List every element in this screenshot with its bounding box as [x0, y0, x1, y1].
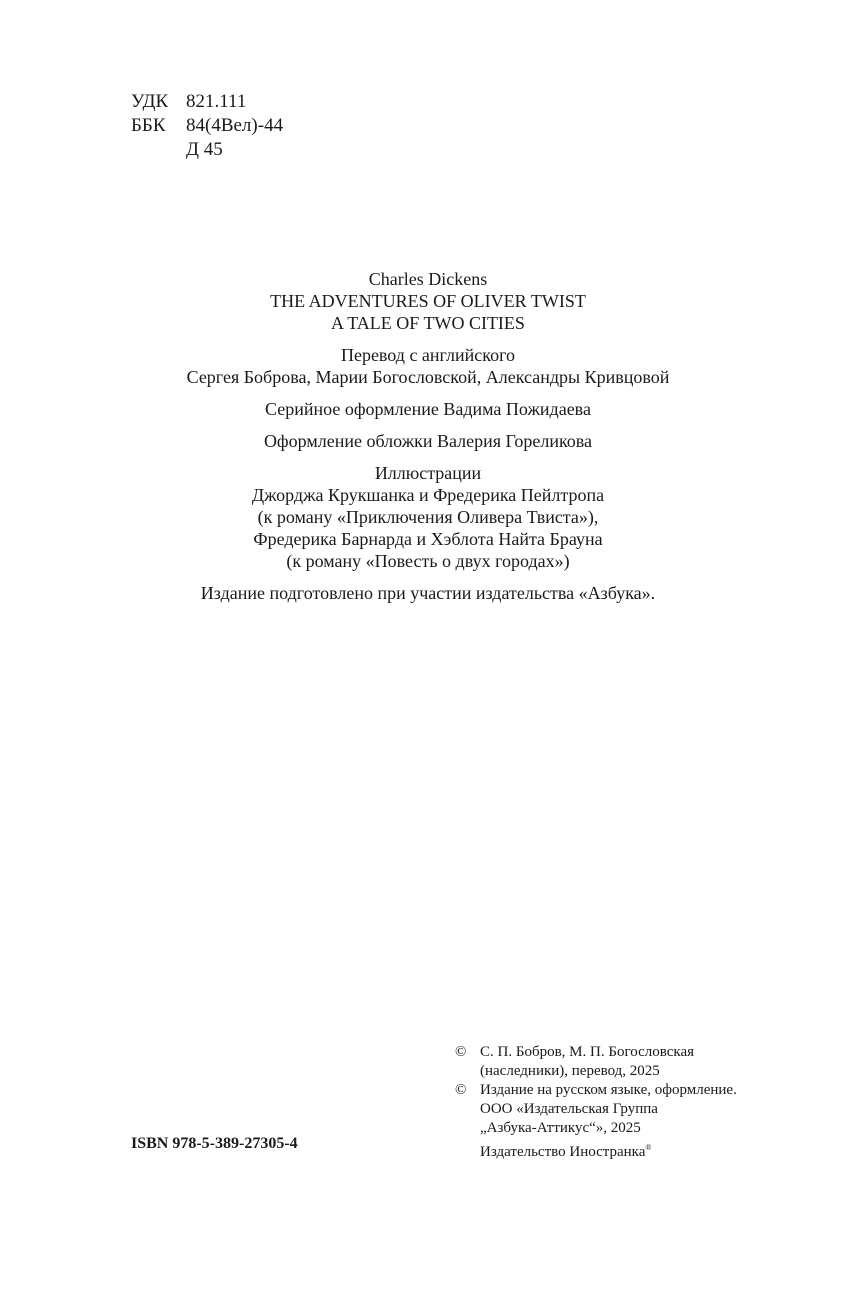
registered-mark: ®	[645, 1143, 652, 1152]
isbn: ISBN 978-5-389-27305-4	[131, 1135, 298, 1152]
illustrators-1-note: (к роману «Приключения Оливера Твиста»),	[257, 507, 599, 527]
illustrators-2-note: (к роману «Повесть о двух городах»)	[286, 551, 570, 571]
title-block	[0, 268, 856, 334]
series-design-block	[0, 398, 856, 420]
copyright-translation	[455, 1043, 737, 1081]
udk-row	[131, 90, 283, 114]
credits-block	[0, 268, 856, 614]
bbk-row	[131, 114, 283, 138]
copyright-line: С. П. Бобров, М. П. Богословская	[480, 1044, 695, 1060]
udk-code: УДК	[131, 91, 169, 112]
cover-design-block	[0, 430, 856, 452]
copyright-line: (наследники), перевод, 2025	[480, 1063, 660, 1079]
copyright-symbol: ©	[455, 1044, 467, 1060]
edition-note-block	[0, 582, 856, 604]
title-two-cities: A TALE OF TWO CITIES	[331, 313, 525, 333]
illustrations-heading: Иллюстрации	[374, 463, 482, 483]
author-name: Charles Dickens	[368, 269, 488, 289]
classification-block	[131, 90, 283, 162]
illustrations-block	[0, 462, 856, 572]
translation-block	[0, 344, 856, 388]
translator-names: Сергея Боброва, Марии Богословской, Александры Кривцовой	[186, 367, 670, 387]
bbk-value: 84(4Вел)-44	[186, 115, 284, 136]
copyright-line: ООО «Издательская Группа	[480, 1101, 658, 1117]
series-design: Серийное оформление Вадима Пожидаева	[265, 399, 591, 419]
bbk-code: ББК	[131, 115, 166, 136]
copyright-line: Издание на русском языке, оформление.	[480, 1082, 737, 1098]
copyright-block	[455, 1043, 737, 1162]
cover-design: Оформление обложки Валерия Гореликова	[263, 431, 593, 451]
translation-heading: Перевод с английского	[340, 345, 516, 365]
edition-note: Издание подготовлено при участии издательства «Азбука».	[200, 583, 656, 603]
publisher-name: Издательство Иностранка	[480, 1144, 646, 1160]
copyright-line	[480, 1138, 737, 1162]
title-oliver-twist: THE ADVENTURES OF OLIVER TWIST	[270, 291, 586, 311]
copyright-edition	[455, 1081, 737, 1162]
author-mark-row	[131, 138, 283, 162]
illustrators-2: Фредерика Барнарда и Хэблота Найта Брауна	[253, 529, 603, 549]
illustrators-1: Джорджа Крукшанка и Фредерика Пейлтропа	[251, 485, 605, 505]
copyright-symbol: ©	[455, 1082, 467, 1098]
copyright-line: „Азбука-Аттикус“», 2025	[480, 1120, 641, 1136]
author-mark: Д 45	[186, 139, 223, 160]
udk-value: 821.111	[186, 91, 247, 112]
